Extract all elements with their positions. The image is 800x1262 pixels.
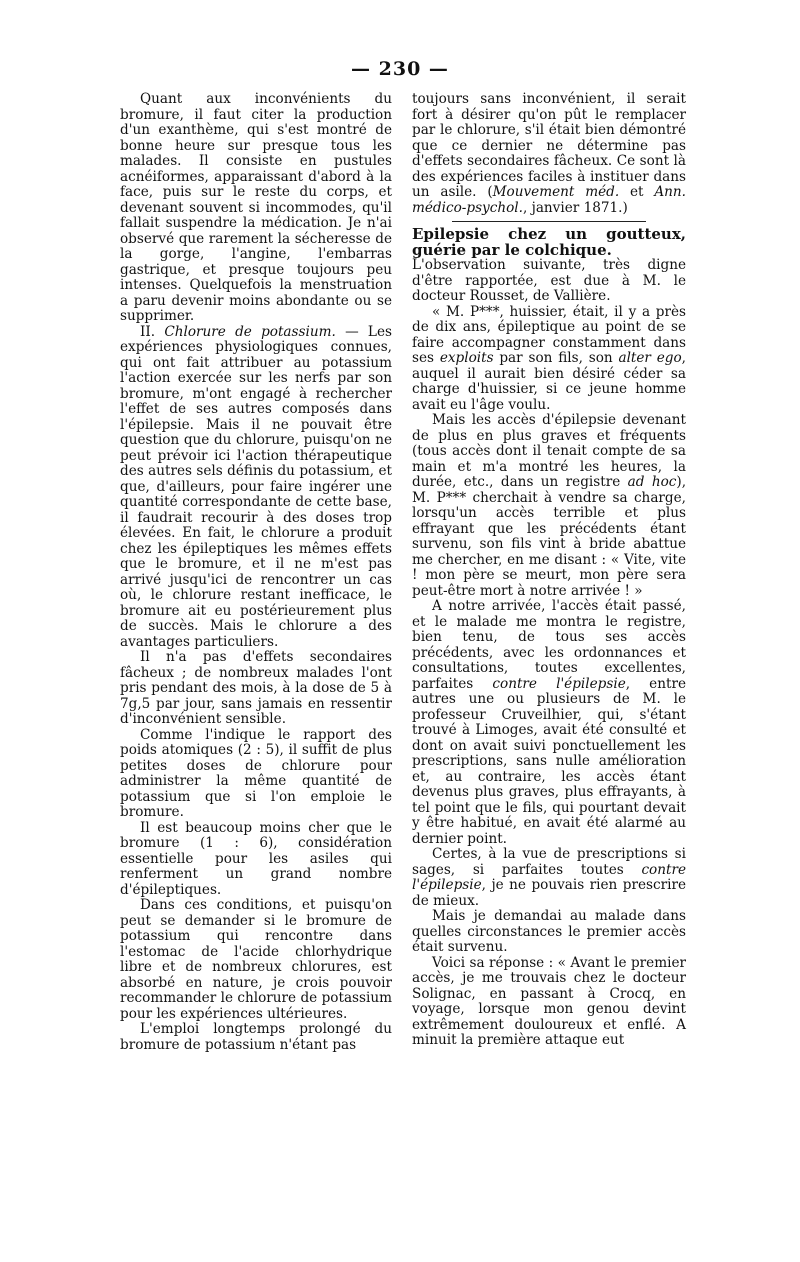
paragraph-text: , entre autres une ou plusieurs de M. le professeur Cruveilhier, qui, s'étant trouvé à Limoges, avait été consulté et dont on avait suivi ponctuellement les prescriptions, sans nulle amélioration et, au contraire, les accès étant devenus plus graves, plus effrayants, à tel point que le fils, qui pourtant devait y être habitué, en avait été alarmé au dernier point. [412,675,686,847]
paragraph-poids-atomiques: Comme l'indique le rapport des poids atomiques (2 : 5), il suffit de plus petites doses de chlorure pour administrer la même quantité de potassium que si l'on emploie le bromure. [120,726,392,820]
italic-term: contre l'épilepsie [412,861,686,893]
section-divider [452,221,646,222]
paragraph-text: , auquel il aurait bien désiré céder sa charge d'huissier, si ce jeune homme avait eu l'âge voulu. [412,350,686,413]
article-heading: Epilepsie chez un goutteux, guérie par le colchique. [412,225,686,259]
paragraph-text: toujours sans inconvénient, il serait fort à désirer qu'on pût le remplacer par le chlorure, s'il était bien démontré que ce dernier ne détermine pas d'effets secondaires fâcheux. Ce sont là des expériences faciles à instituer dans un asile. ( [412,91,686,200]
paragraph-question: Mais je demandai au malade dans quelles circonstances le premier accès était survenu. [412,908,686,955]
paragraph-conditions: Dans ces conditions, et puisqu'on peut se demander si le bromure de potassium qui rencontre dans l'estomac de l'acide chlorhydrique libre et de nombreux chlorures, est absorbé en nature, je crois pouvoir recommander le chlorure de potassium pour les expériences ultérieures. [120,897,392,1022]
paragraph-text: ), M. P*** cherchait à vendre sa charge, lorsqu'un accès terrible et plus effrayant que les précédents étant survenu, son fils vint à bride abattue me chercher, en me disant : « Vite, vite ! mon père se meurt, mon père sera peut-être mort à notre arrivée ! » [412,474,687,599]
paragraph-text: , je ne pouvais rien prescrire de mieux. [412,877,686,909]
paragraph-arrivee [412,599,686,847]
paragraph-huissier [412,305,686,414]
paragraph-continuation [412,92,686,216]
paragraph-observation: L'observation suivante, très digne d'être rapportée, est due à M. le docteur Rousset, de Vallière. [412,257,686,304]
paragraph-text: — Les expériences physiologiques connues, qui ont fait attribuer au potassium l'action exercée sur les nerfs par son bromure, m'ont engagé à rechercher l'effet de ses autres composés dans l'épilepsie. Mais il ne pouvait être question que du chlorure, puisqu'on ne peut prévoir ici l'action thérapeutique des autres sels définis du potassium, et que, d'ailleurs, pour faire ingérer une quantité correspondante de cette base, il faudrait recourir à des doses trop élevées. En fait, le chlorure a produit chez les épileptiques les mêmes effets que le bromure, et il ne m'est pas arrivé jusqu'ici de rencontrer un cas où, le chlorure restant inefficace, le bromure ait eu postérieurement plus de succès. Mais le chlorure a des avantages particuliers. [120,323,392,650]
paragraph-inconvenients: Quant aux inconvénients du bromure, il faut citer la production d'un exanthème, qui s'est montré de bonne heure sur presque tous les malades. Il consiste en pustules acnéiformes, apparaissant d'abord à la face, puis sur le reste du corps, et devenant souvent si incommodes, qu'il fallait suspendre la médication. Je n'ai observé que rarement la sécheresse de la gorge, l'angine, l'embarras gastrique, et presque toujours peu intenses. Quelquefois la menstruation a paru devenir moins abondante ou se supprimer. [120,91,392,324]
citation-connector: et [619,184,655,200]
italic-term: alter ego [618,350,682,366]
paragraph-acces [412,413,686,599]
page-number: — 230 — [351,58,449,80]
italic-term: exploits [439,350,494,366]
citation-date: , janvier 1871.) [522,199,628,216]
right-column [412,92,686,1049]
italic-term: contre l'épilepsie [492,675,626,692]
paragraph-reponse: Voici sa réponse : « Avant le premier accès, je me trouvais chez le docteur Solignac, en passant à Crocq, en voyage, lorsque mon genou devint extrêmement douloureux et enflé. A minuit la première attaque eut [412,954,686,1048]
paragraph-text: A notre arrivée, l'accès était passé, et le malade me montra le registre, bien tenu, de tous ses accès précédents, avec les ordonnances et consultations, toutes excellentes, parfaites [412,598,686,692]
paragraph-text: « M. P***, huissier, était, il y a près de dix ans, épileptique au point de se faire accompagner constamment dans ses [412,303,686,366]
paragraph-cout: Il est beaucoup moins cher que le bromure (1 : 6), considération essentielle pour les asiles qui renferment un grand nombre d'épileptiques. [120,819,392,898]
paragraph-text: Certes, à la vue de prescriptions si sages, si parfaites toutes [412,846,686,878]
paragraph-prescriptions [412,847,686,909]
italic-term: ad hoc [627,474,677,490]
citation-journal: Ann. médico-psychol. [412,184,686,216]
citation-journal: Mouvement méd. [492,184,620,200]
paragraph-text: par son fils, son [493,350,619,366]
paragraph-chlorure [120,325,392,651]
section-number: II. [140,323,165,340]
paragraph-emploi: L'emploi longtemps prolongé du bromure de potassium n'étant pas [120,1021,392,1053]
left-column [120,92,392,1053]
paragraph-effets-secondaires: Il n'a pas d'effets secondaires fâcheux ; de nombreux malades l'ont pris pendant des mois, à la dose de 5 à 7g,5 par jour, sans jamais en ressentir d'inconvénient sensible. [120,649,392,727]
section-title: Chlorure de potassium. [164,323,336,340]
paragraph-text: Mais les accès d'épilepsie devenant de plus en plus graves et fréquents (tous accès dont il tenait compte de sa main et m'a montré les heures, la durée, etc., dans un registre [412,412,686,490]
